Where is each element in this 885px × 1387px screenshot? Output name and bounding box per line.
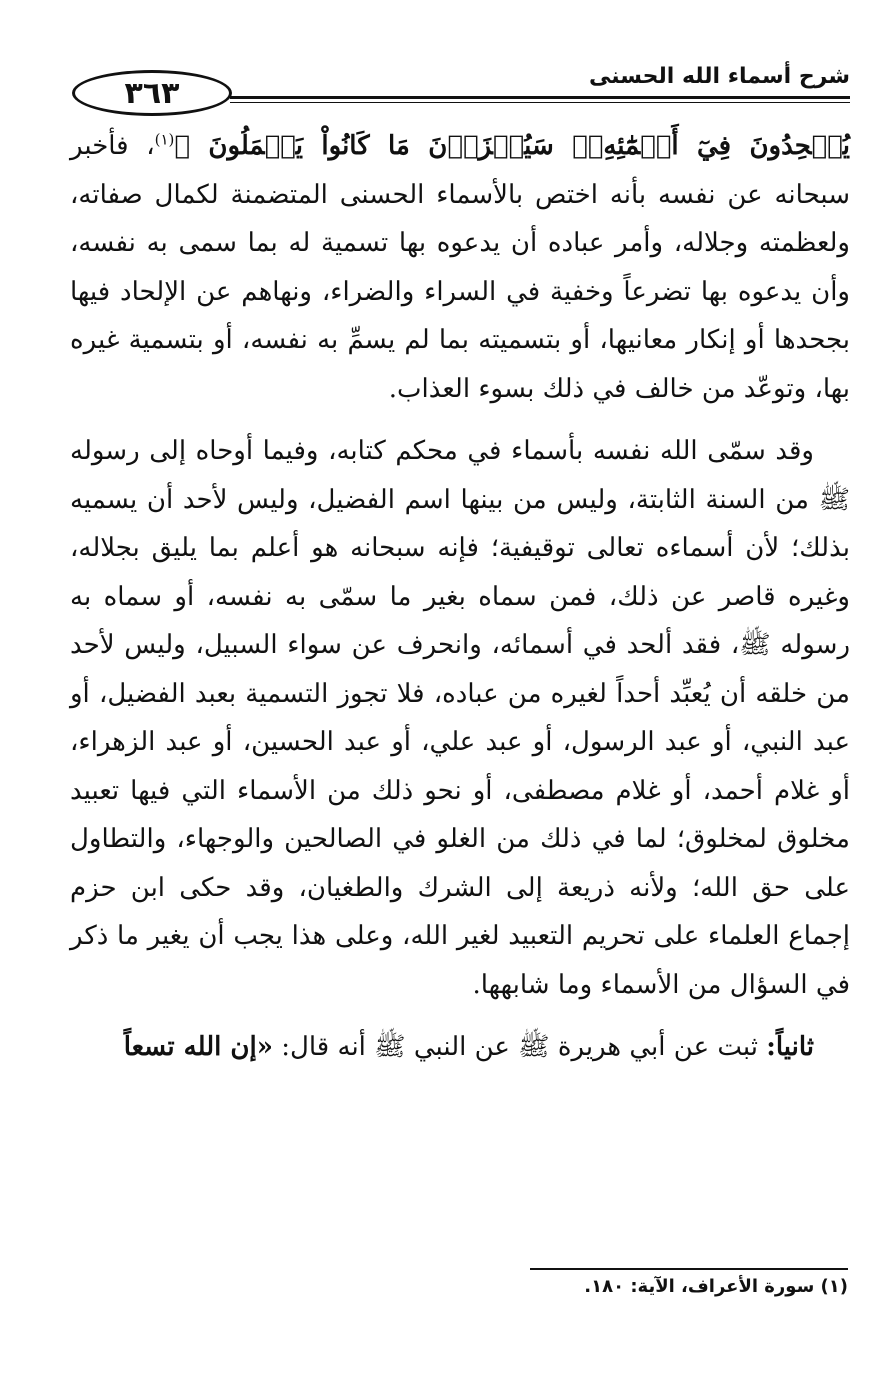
paragraph-3-text: ثبت عن أبي هريرة ﷺ عن النبي ﷺ أنه قال: — [272, 1032, 767, 1062]
footnote-marker: (١) — [154, 130, 175, 149]
paragraph-3-lead: ثانياً: — [766, 1032, 814, 1062]
footnote-rule — [530, 1268, 848, 1270]
header-rule-thick — [230, 96, 850, 99]
paragraph-1 — [70, 122, 850, 413]
paragraph-1-text: ، فأخبر سبحانه عن نفسه بأنه اختص بالأسماء الحسنى المتضمنة لكمال صفاته، ولعظمته وجلاله، وأمر عباده أن يدعوه بها تسمية له بما سمى به نفسه، وأن يدعوه بها تضرعاً وخفية في السراء والضراء، ونهاهم عن الإلحاد فيها بجحدها أو إنكار معانيها، أو بتسميته بما لم يسمِّ به نفسه، أو بتسمية غيره بها، وتوعّد من خالف في ذلك بسوء العذاب. — [70, 131, 850, 404]
page-body — [70, 122, 850, 1072]
hadith-quote: «إن الله تسعاً — [123, 1032, 273, 1062]
header-rule-thin — [230, 102, 850, 103]
running-title: شرح أسماء الله الحسنى — [589, 64, 850, 89]
page-header — [70, 66, 850, 122]
page-number: ٣٦٣ — [72, 70, 232, 116]
quran-verse: يُلۡحِدُونَ فِيٓ أَسۡمَٰٓئِهِۦۚ سَيُجۡزَوۡنَ مَا كَانُواْ يَعۡمَلُونَ ﴾ — [174, 131, 850, 161]
paragraph-3 — [70, 1023, 850, 1072]
paragraph-2: وقد سمّى الله نفسه بأسماء في محكم كتابه، وفيما أوحاه إلى رسوله ﷺ من السنة الثابتة، وليس من بينها اسم الفضيل، وليس لأحد أن يسميه بذلك؛ لأن أسماءه تعالى توقيفية؛ فإنه سبحانه هو أعلم بما يليق بجلاله، وغيره قاصر عن ذلك، فمن سماه بغير ما سمّى به نفسه، أو سماه به رسوله ﷺ، فقد ألحد في أسمائه، وانحرف عن سواء السبيل، وليس لأحد من خلقه أن يُعبِّد أحداً لغيره من عباده، فلا تجوز التسمية بعبد الفضيل، أو عبد النبي، أو عبد الرسول، أو عبد علي، أو عبد الحسين، أو عبد الزهراء، أو غلام أحمد، أو غلام مصطفى، أو نحو ذلك من الأسماء التي فيها تعبيد مخلوق لمخلوق؛ لما في ذلك من الغلو في الصالحين والوجهاء، والتطاول على حق الله؛ ولأنه ذريعة إلى الشرك والطغيان، وقد حكى ابن حزم إجماع العلماء على تحريم التعبيد لغير الله، وعلى هذا يجب أن يغير ما ذكر في السؤال من الأسماء وما شابهها. — [70, 436, 850, 1000]
footnote: (١) سورة الأعراف، الآية: ١٨٠. — [584, 1276, 848, 1297]
